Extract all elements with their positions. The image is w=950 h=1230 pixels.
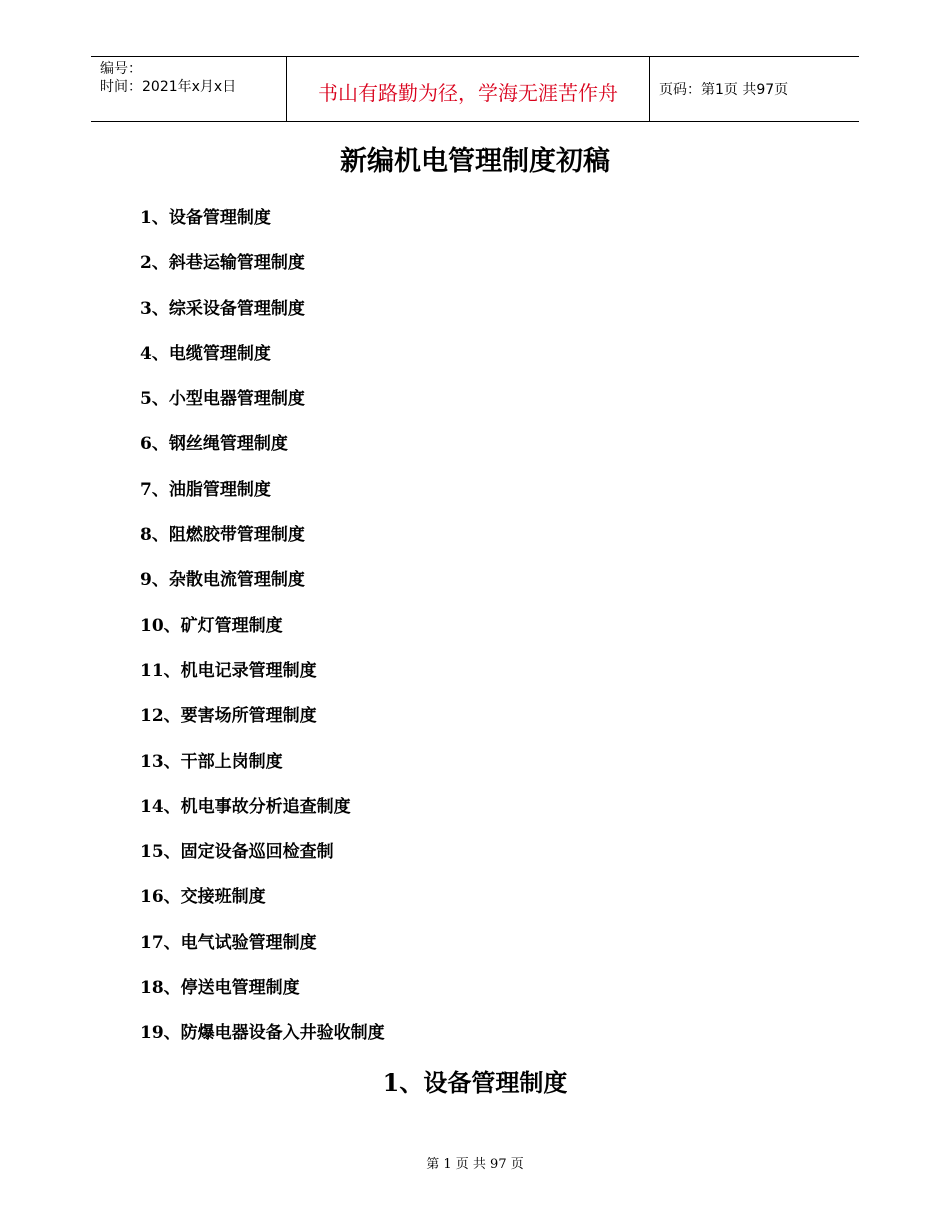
header-page-info: 页码：第1页 共97页 [659, 82, 789, 98]
header-time-label: 时间：2021年x月x日 [100, 79, 237, 95]
toc-item: 13、干部上岗制度 [140, 751, 283, 772]
section-heading: 1、设备管理制度 [382, 1068, 568, 1097]
toc-item: 17、电气试验管理制度 [140, 932, 317, 953]
page-footer: 第 1 页 共 97 页 [426, 1157, 524, 1172]
toc-item: 10、矿灯管理制度 [140, 615, 283, 636]
toc-item: 4、电缆管理制度 [140, 343, 271, 364]
page-header [91, 56, 859, 122]
toc-item: 12、要害场所管理制度 [140, 706, 317, 727]
toc-item: 15、固定设备巡回检查制 [140, 842, 334, 863]
toc-item: 9、杂散电流管理制度 [140, 570, 305, 591]
toc-item: 3、综采设备管理制度 [140, 298, 305, 319]
toc-item: 2、斜巷运输管理制度 [140, 253, 305, 274]
header-motto: 书山有路勤为径，学海无涯苦作舟 [287, 57, 650, 121]
toc-item: 18、停送电管理制度 [140, 978, 300, 999]
toc-item: 11、机电记录管理制度 [140, 660, 317, 681]
toc-item: 8、阻燃胶带管理制度 [140, 525, 305, 546]
toc-item: 5、小型电器管理制度 [140, 389, 305, 410]
table-of-contents [140, 204, 385, 1065]
header-meta [91, 57, 287, 121]
header-number-label: 编号： [100, 61, 142, 77]
document-title: 新编机电管理制度初稿 [340, 146, 610, 177]
toc-item: 19、防爆电器设备入井验收制度 [140, 1023, 385, 1044]
toc-item: 6、钢丝绳管理制度 [140, 434, 288, 455]
toc-item: 16、交接班制度 [140, 887, 266, 908]
toc-item: 14、机电事故分析追查制度 [140, 796, 351, 817]
toc-item: 1、设备管理制度 [140, 208, 271, 228]
toc-item: 7、油脂管理制度 [140, 479, 271, 500]
